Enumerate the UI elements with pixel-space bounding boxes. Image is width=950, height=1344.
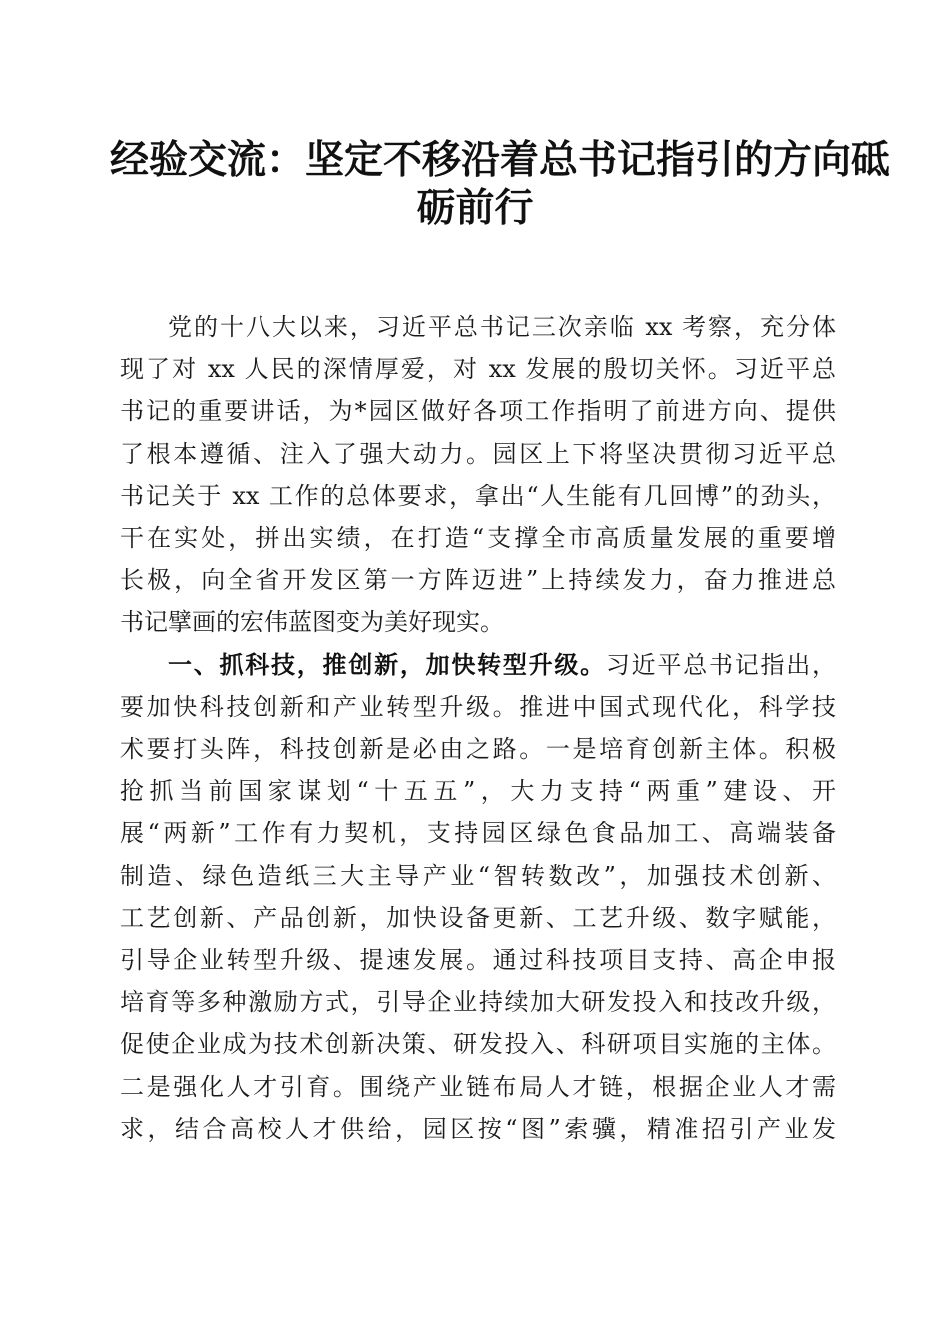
text-line: 展“两新”工作有力契机，支持园区绿色食品加工、高端装备: [120, 819, 836, 848]
text-line: 书记擘画的宏伟蓝图变为美好现实。: [120, 608, 504, 637]
text-line: 党的十八大以来，习近平总书记三次亲临 xx 考察，充分体: [168, 313, 836, 341]
text-line: 工艺创新、产品创新，加快设备更新、工艺升级、数字赋能，: [120, 903, 836, 932]
text-line: 要加快科技创新和产业转型升级。推进中国式现代化，科学技: [120, 692, 836, 721]
title-line-2: 砺前行: [416, 185, 534, 231]
text-line: 术要打头阵，科技创新是必由之路。一是培育创新主体。积极: [120, 735, 836, 764]
text-line: 制造、绿色造纸三大主导产业“智转数改”，加强技术创新、: [120, 861, 836, 890]
paragraph-section-one: [120, 644, 836, 1150]
text-line: 促使企业成为技术创新决策、研发投入、科研项目实施的主体。: [120, 1030, 836, 1059]
text-fragment: 习近平总书记指出，: [605, 650, 837, 679]
paragraph-intro: [120, 306, 836, 644]
text-line: 培育等多种激励方式，引导企业持续加大研发投入和技改升级，: [120, 988, 836, 1017]
text-line: 现了对 xx 人民的深情厚爱，对 xx 发展的殷切关怀。习近平总: [120, 355, 836, 384]
text-line: 书记关于 xx 工作的总体要求，拿出“人生能有几回博”的劲头，: [120, 481, 836, 510]
text-line: 引导企业转型升级、提速发展。通过科技项目支持、高企申报: [120, 946, 836, 975]
text-line: 干在实处，拼出实绩，在打造“支撑全市高质量发展的重要增: [120, 524, 836, 553]
page-title: [110, 136, 891, 232]
text-line: 了根本遵循、注入了强大动力。园区上下将坚决贯彻习近平总: [120, 439, 836, 468]
document-body: [120, 306, 836, 1150]
title-line-1: 经验交流：坚定不移沿着总书记指引的方向砥: [110, 137, 891, 183]
text-line: 抢抓当前国家谋划“十五五”，大力支持“两重”建设、开: [120, 777, 836, 806]
text-line: 书记的重要讲话，为*园区做好各项工作指明了前进方向、提供: [120, 397, 836, 426]
section-heading: 一、抓科技，推创新，加快转型升级。: [168, 649, 606, 679]
text-line: 长极，向全省开发区第一方阵迈进”上持续发力，奋力推进总: [120, 566, 836, 595]
text-line: 二是强化人才引育。围绕产业链布局人才链，根据企业人才需: [120, 1072, 836, 1101]
text-line: 求，结合高校人才供给，园区按“图”索骥，精准招引产业发: [120, 1114, 836, 1143]
text-line: [120, 644, 836, 686]
